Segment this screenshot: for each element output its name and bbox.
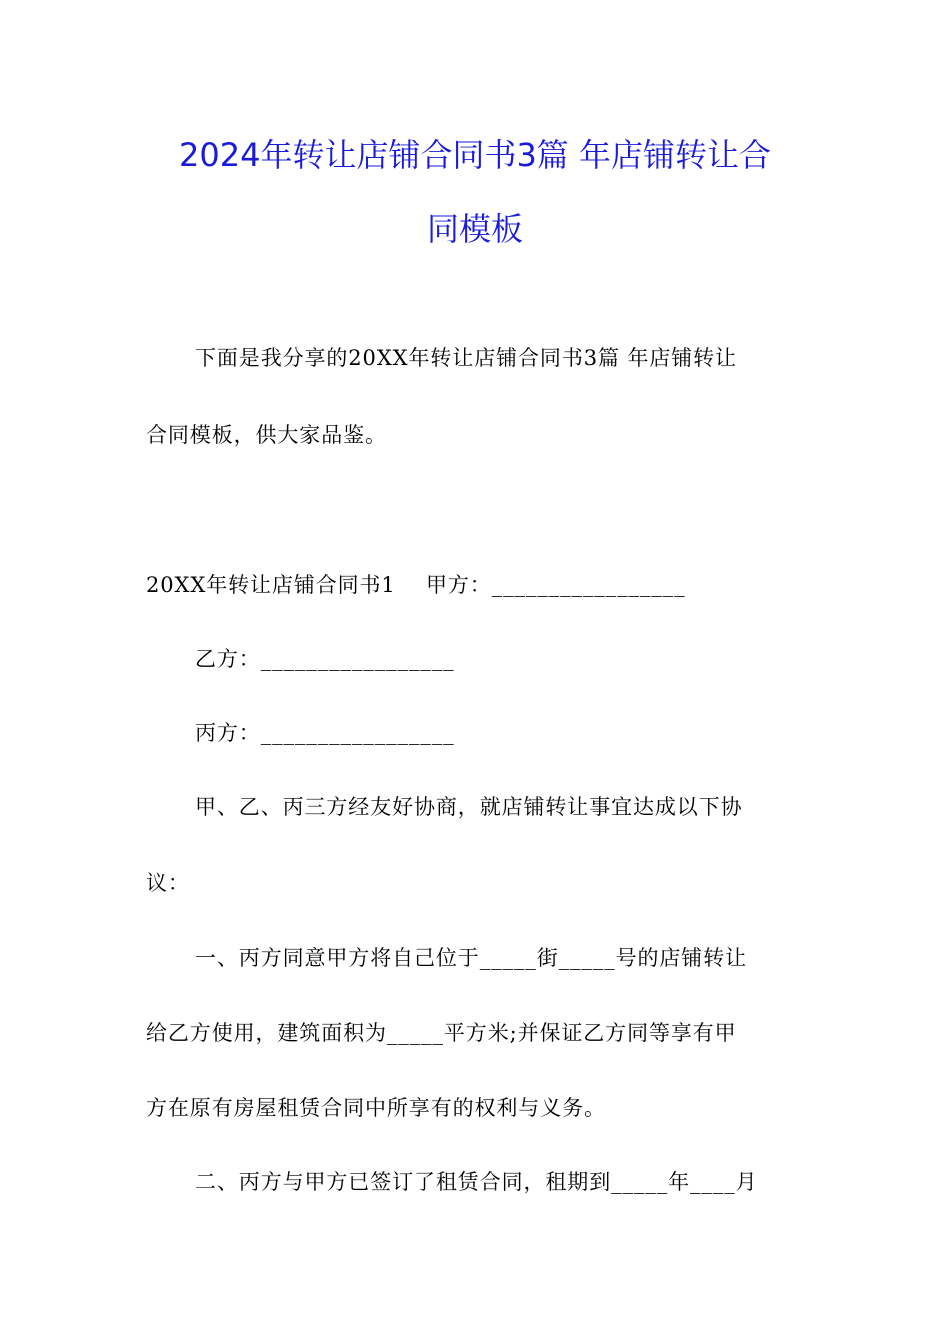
party-b-line: 乙方：_________________ [195, 647, 455, 671]
agreement-paragraph-line-2: 议： [146, 871, 190, 895]
intro-paragraph-line-1: 下面是我分享的20XX年转让店铺合同书3篇 年店铺转让 [195, 346, 737, 370]
agreement-paragraph-line-1: 甲、乙、丙三方经友好协商，就店铺转让事宜达成以下协 [195, 795, 743, 819]
document-title-line-1: 2024年转让店铺合同书3篇 年店铺转让合 [179, 136, 771, 174]
clause-2-line-1: 二、丙方与甲方已签订了租赁合同，租期到_____年____月 [195, 1170, 758, 1194]
document-title-line-2: 同模板 [426, 210, 523, 248]
intro-paragraph-line-2: 合同模板，供大家品鉴。 [146, 423, 387, 447]
clause-1-line-2: 给乙方使用，建筑面积为_____平方米;并保证乙方同等享有甲 [146, 1021, 737, 1045]
section-1-heading: 20XX年转让店铺合同书1 甲方：_________________ [146, 573, 686, 597]
party-c-line: 丙方：_________________ [195, 721, 455, 745]
clause-1-line-3: 方在原有房屋租赁合同中所享有的权利与义务。 [146, 1096, 606, 1120]
clause-1-line-1: 一、丙方同意甲方将自己位于_____街_____号的店铺转让 [195, 946, 747, 970]
